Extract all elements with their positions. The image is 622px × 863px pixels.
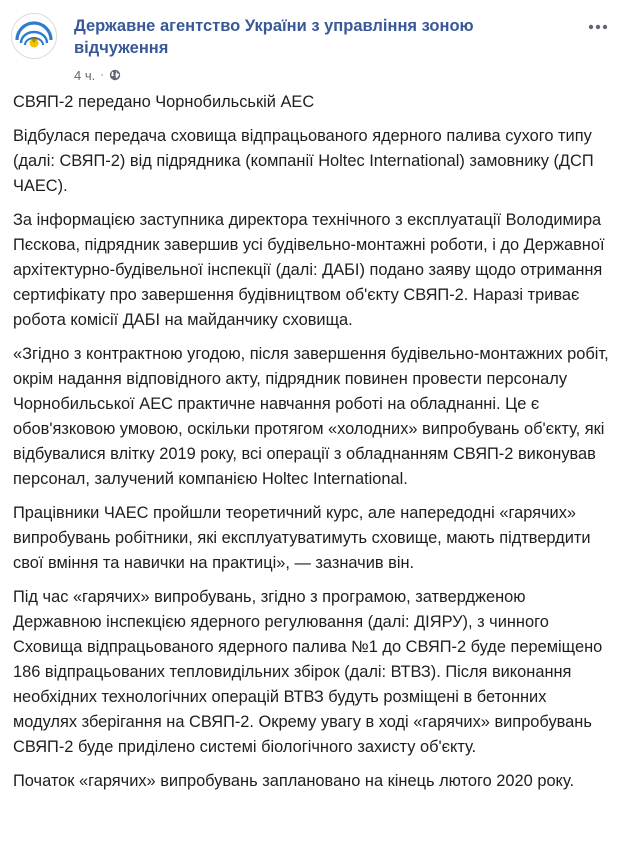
post-paragraph: За інформацією заступника директора технічного з експлуатації Володимира Пєскова, підрядник завершив усі будівельно-монтажні роботи, і до Державної архітектурно-будівельної інспекції (далі: ДАБІ) подано заяву щодо отримання сертифікату про завершення будівництвом об'єкту СВЯП-2. Наразі триває робота комісії ДАБІ на майданчику сховища.	[13, 211, 605, 329]
meta-separator: ·	[100, 69, 104, 81]
post-meta	[74, 66, 121, 84]
post-title-paragraph: СВЯП-2 передано Чорнобильській АЕС	[13, 93, 315, 111]
post-paragraph: «Згідно з контрактною угодою, після завершення будівельно-монтажних робіт, окрім надання відповідного акту, підрядник повинен провести персоналу Чорнобильської АЕС практичне навчання роботі на обладнанні. Це є обов'язковою умовою, оскільки протягом «холодних» випробувань об'єкту, які відбувалися влітку 2019 року, всі операції з обладнанням СВЯП-2 виконував персонал, залучений компанією Holtec International.	[13, 345, 609, 488]
page-avatar[interactable]	[11, 13, 57, 59]
post-paragraph: Початок «гарячих» випробувань заплановано на кінець лютого 2020 року.	[13, 772, 575, 790]
more-options-button[interactable]	[586, 16, 610, 36]
globe-icon[interactable]	[109, 69, 121, 81]
page-name-link[interactable]: Державне агентство України з управління зоною відчуження	[74, 17, 474, 57]
post-paragraph: Під час «гарячих» випробувань, згідно з програмою, затвердженою Державною інспекцією ядерного регулювання (далі: ДІЯРУ), з чинного Сховища відпрацьованого ядерного палива №1 до СВЯП-2 буде переміщено 186 відпрацьованих тепловидільних збірок (далі: ВТВЗ). Після виконання необхідних технологічних операцій ВТВЗ будуть розміщені в бетонних модулях зберігання на СВЯП-2. Окрему увагу в ході «гарячих» випробувань СВЯП-2 буде приділено системі біологічного захисту об'єкту.	[13, 588, 603, 756]
post-timestamp[interactable]: 4 ч.	[74, 67, 96, 83]
more-options-icon	[588, 17, 608, 35]
post-header	[0, 0, 622, 90]
post-paragraph: Відбулася передача сховища відпрацьованого ядерного палива сухого типу (далі: СВЯП-2) від підрядника (компанії Holtec International) замовнику (ДСП ЧАЕС).	[13, 127, 594, 195]
post-paragraph: Працівники ЧАЕС пройшли теоретичний курс, але напередодні «гарячих» випробувань робітники, які експлуатуватимуть сховище, мають підтвердити свої вміння та навички на практиці», — зазначив він.	[13, 504, 591, 572]
post-content	[13, 90, 613, 803]
